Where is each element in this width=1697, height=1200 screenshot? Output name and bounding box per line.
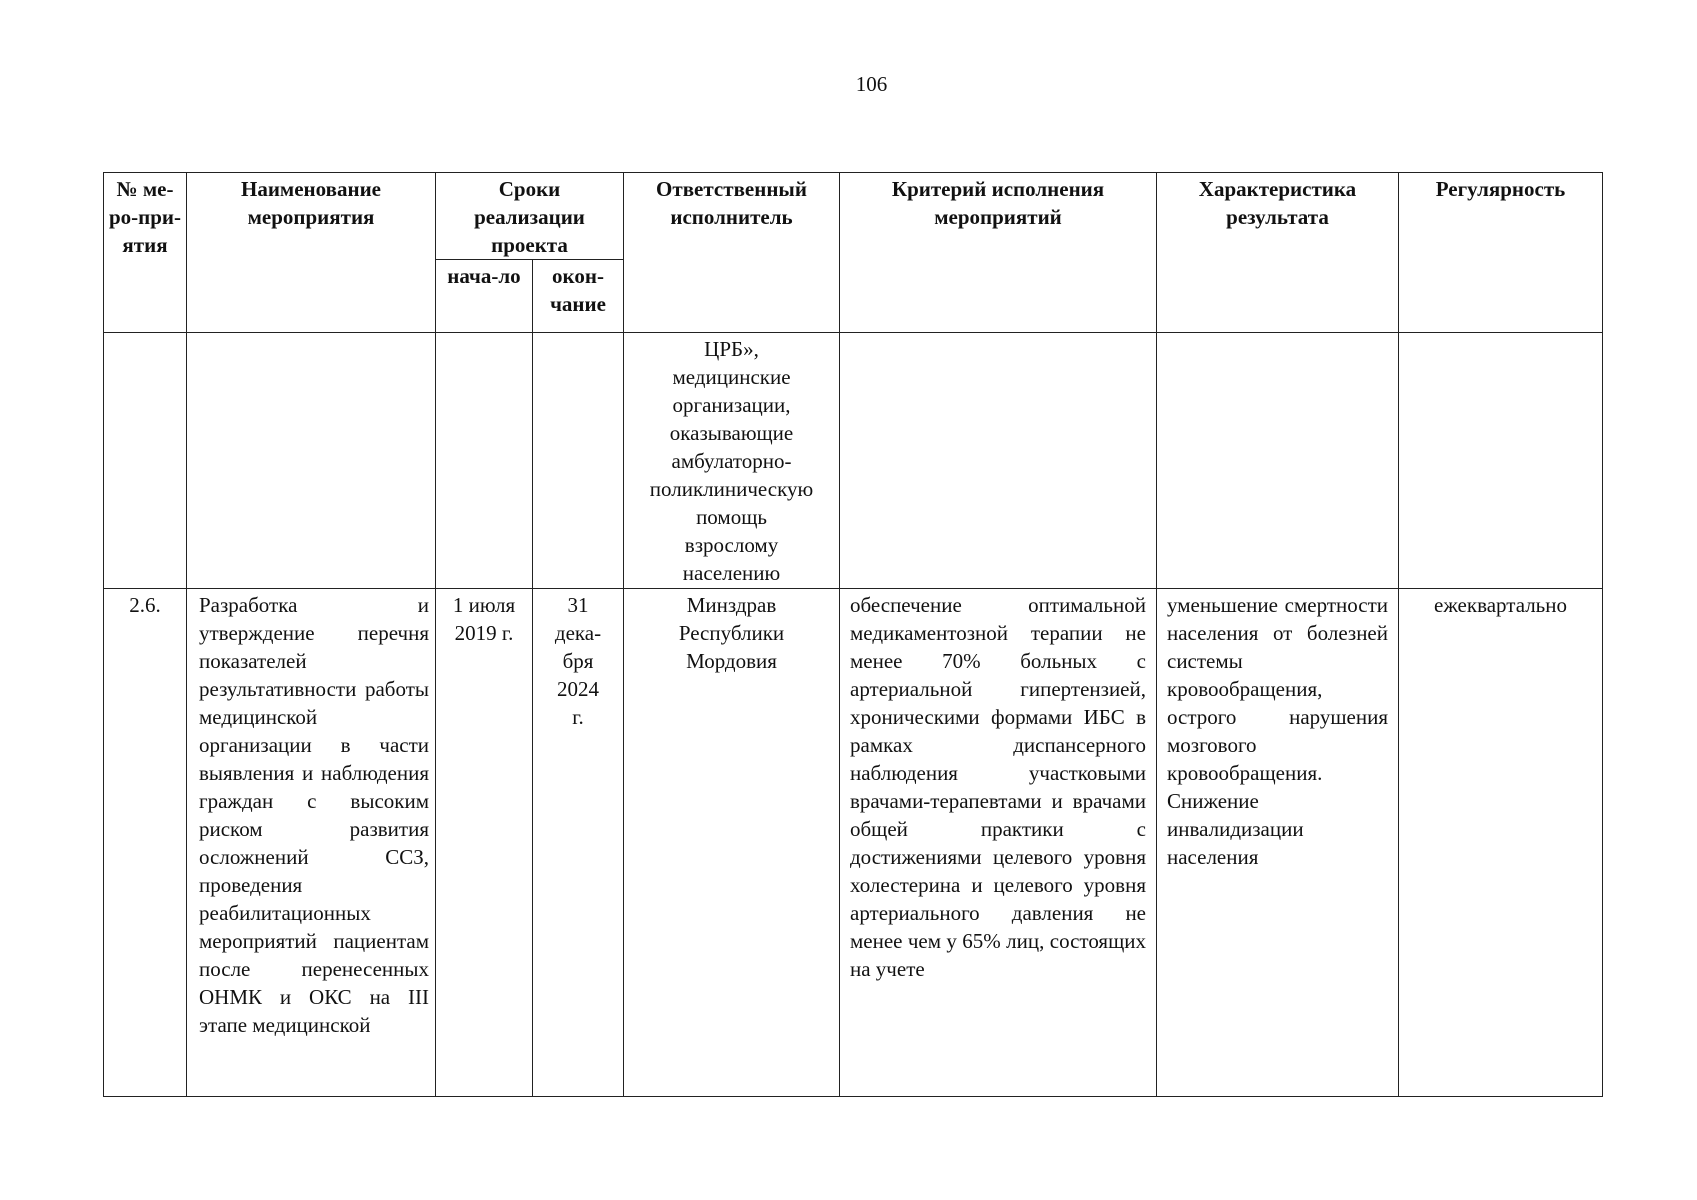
header-result: Характеристика результата: [1157, 173, 1399, 333]
measures-table: [103, 172, 1603, 1097]
cell-start: 1 июля 2019 г.: [436, 589, 533, 1097]
header-end: окон-чание: [533, 260, 624, 333]
page-number: 106: [855, 72, 888, 96]
cell-name: Разработка и утверждение перечня показателей результативности работы медицинской организации в части выявления и наблюдения граждан с высоким риском развития осложнений ССЗ, проведения реабилитационных мероприятий пациентам после перенесенных ОНМК и ОКС на III этапе медицинской: [187, 589, 436, 1097]
cell-number: [104, 333, 187, 589]
cell-start: [436, 333, 533, 589]
header-number: № ме-ро-при-ятия: [104, 173, 187, 333]
header-regularity: Регулярность: [1399, 173, 1603, 333]
cell-end: [533, 333, 624, 589]
header-terms: Сроки реализации проекта: [436, 173, 624, 260]
header-name: Наименование мероприятия: [187, 173, 436, 333]
cell-end: 31 дека- бря 2024 г.: [533, 589, 624, 1097]
cell-responsible: Минздрав Республики Мордовия: [624, 589, 840, 1097]
cell-criterion: обеспечение оптимальной медикаментозной терапии не менее 70% больных с артериальной гипертензией, хроническими формами ИБС в рамках диспансерного наблюдения участковыми врачами-терапевтами и врачами общей практики с достижениями целевого уровня холестерина и целевого уровня артериального давления не менее чем у 65% лиц, состоящих на учете: [840, 589, 1157, 1097]
table-row: [104, 333, 1603, 589]
header-criterion: Критерий исполнения мероприятий: [840, 173, 1157, 333]
cell-number: 2.6.: [104, 589, 187, 1097]
cell-regularity: [1399, 333, 1603, 589]
header-start: нача-ло: [436, 260, 533, 333]
cell-result: уменьшение смертности населения от болезней системы кровообращения, острого нарушения мозгового кровообращения. Снижение инвалидизации населения: [1157, 589, 1399, 1097]
header-responsible: Ответственный исполнитель: [624, 173, 840, 333]
cell-name: [187, 333, 436, 589]
cell-regularity: ежеквартально: [1399, 589, 1603, 1097]
cell-criterion: [840, 333, 1157, 589]
cell-responsible: ЦРБ», медицинские организации, оказывающие амбулаторно- поликлиническую помощь взрослому населению: [624, 333, 840, 589]
table-row: [104, 589, 1603, 1097]
cell-result: [1157, 333, 1399, 589]
